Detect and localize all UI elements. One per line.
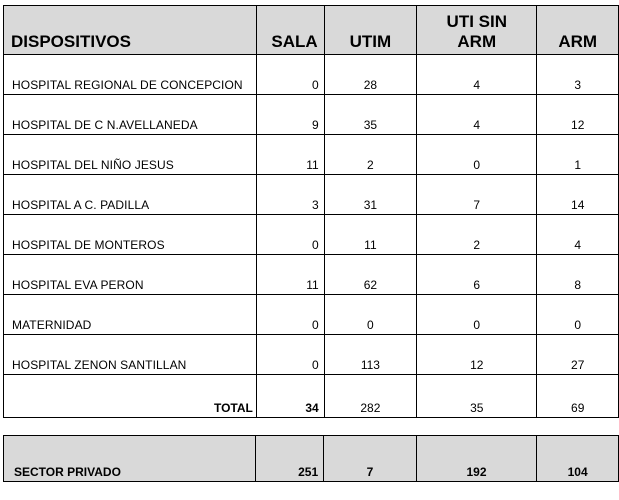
row-arm: 4 [537, 215, 619, 255]
row-sala: 11 [256, 135, 324, 175]
header-row [4, 6, 619, 55]
row-utim: 35 [324, 95, 416, 135]
row-utim: 28 [324, 55, 416, 95]
row-name: HOSPITAL EVA PERON [4, 255, 257, 295]
row-utim: 0 [324, 295, 416, 335]
header-utim: UTIM [324, 6, 416, 55]
row-uti-sin-arm: 6 [417, 255, 537, 295]
row-sala: 3 [256, 175, 324, 215]
total-label: TOTAL [4, 375, 257, 418]
sector-privado-label: SECTOR PRIVADO [4, 436, 256, 482]
row-sala: 11 [256, 255, 324, 295]
row-uti-sin-arm: 7 [417, 175, 537, 215]
total-sala: 34 [256, 375, 324, 418]
table-row [4, 295, 619, 335]
total-row [4, 375, 619, 418]
table-row [4, 95, 619, 135]
header-arm: ARM [537, 6, 619, 55]
table-row [4, 335, 619, 375]
row-arm: 8 [537, 255, 619, 295]
row-name: HOSPITAL REGIONAL DE CONCEPCION [4, 55, 257, 95]
row-sala: 9 [256, 95, 324, 135]
row-name: HOSPITAL DE C N.AVELLANEDA [4, 95, 257, 135]
sector-privado-arm: 104 [537, 436, 619, 482]
total-arm: 69 [537, 375, 619, 418]
row-arm: 0 [537, 295, 619, 335]
row-name: HOSPITAL A C. PADILLA [4, 175, 257, 215]
devices-table [3, 5, 619, 418]
header-uti-sin-arm-line2: ARM [457, 32, 497, 51]
sector-privado-uti-sin-arm: 192 [416, 436, 537, 482]
header-sala: SALA [256, 6, 324, 55]
total-uti-sin-arm: 35 [417, 375, 537, 418]
table-row [4, 255, 619, 295]
row-utim: 113 [324, 335, 416, 375]
header-uti-sin-arm [417, 6, 537, 55]
row-uti-sin-arm: 2 [417, 215, 537, 255]
row-name: HOSPITAL ZENON SANTILLAN [4, 335, 257, 375]
row-uti-sin-arm: 4 [417, 95, 537, 135]
header-dispositivos: DISPOSITIVOS [4, 6, 257, 55]
row-utim: 62 [324, 255, 416, 295]
row-uti-sin-arm: 0 [417, 295, 537, 335]
row-utim: 31 [324, 175, 416, 215]
row-arm: 12 [537, 95, 619, 135]
row-uti-sin-arm: 0 [417, 135, 537, 175]
table-row [4, 215, 619, 255]
row-utim: 11 [324, 215, 416, 255]
row-arm: 3 [537, 55, 619, 95]
row-sala: 0 [256, 215, 324, 255]
row-arm: 14 [537, 175, 619, 215]
row-uti-sin-arm: 4 [417, 55, 537, 95]
header-uti-sin-arm-line1: UTI SIN [446, 12, 507, 31]
row-sala: 0 [256, 335, 324, 375]
table-row [4, 135, 619, 175]
total-utim: 282 [324, 375, 416, 418]
row-name: HOSPITAL DEL NIÑO JESUS [4, 135, 257, 175]
row-uti-sin-arm: 12 [417, 335, 537, 375]
row-arm: 27 [537, 335, 619, 375]
row-utim: 2 [324, 135, 416, 175]
sector-privado-sala: 251 [256, 436, 324, 482]
row-arm: 1 [537, 135, 619, 175]
sector-privado-utim: 7 [324, 436, 417, 482]
table-row [4, 175, 619, 215]
row-sala: 0 [256, 55, 324, 95]
row-sala: 0 [256, 295, 324, 335]
row-name: MATERNIDAD [4, 295, 257, 335]
row-name: HOSPITAL DE MONTEROS [4, 215, 257, 255]
sector-privado-row [4, 436, 619, 482]
sector-privado-table [3, 435, 619, 482]
rows-body [4, 55, 619, 375]
table-row [4, 55, 619, 95]
